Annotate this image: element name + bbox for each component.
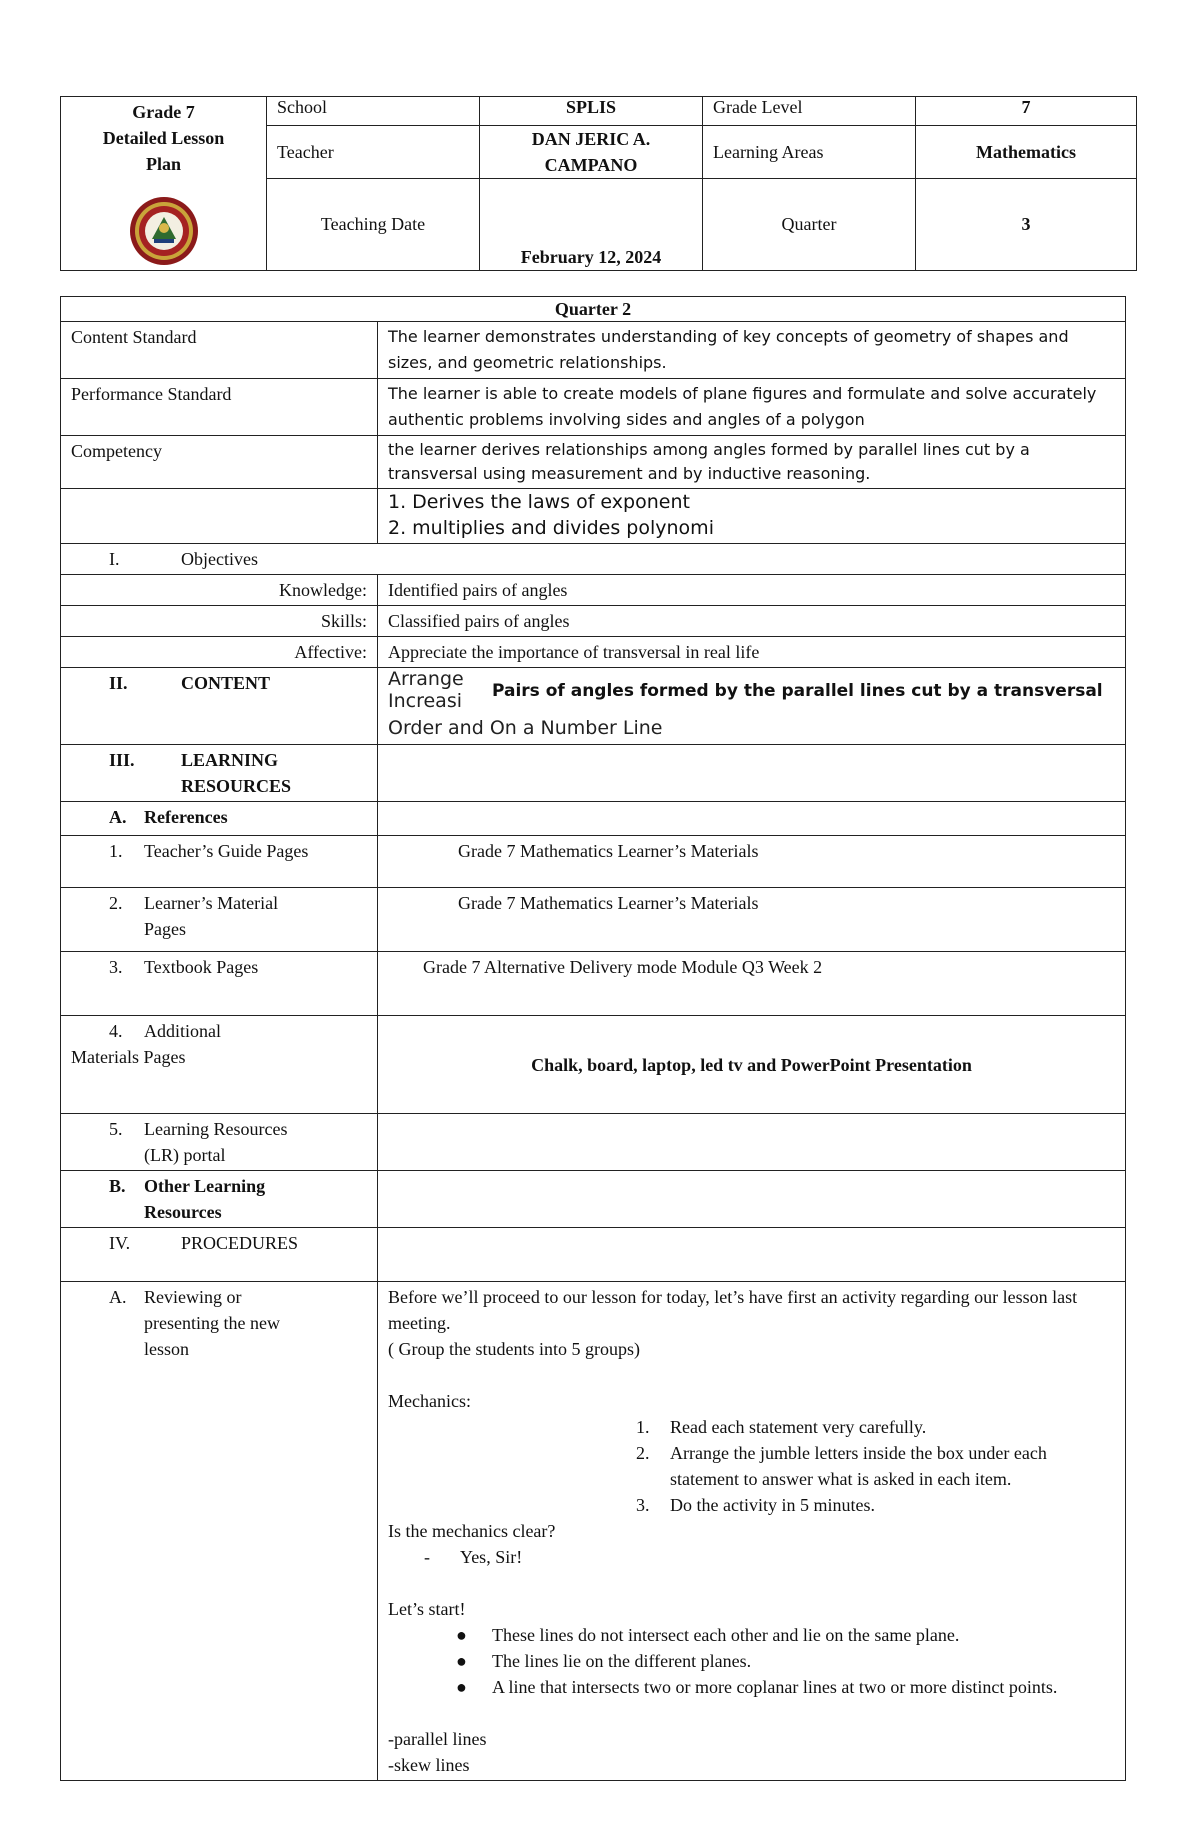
olr-label-line2: Resources xyxy=(144,1202,222,1222)
affective-label: Affective: xyxy=(61,637,378,668)
content-bg-line1: Arrange xyxy=(388,668,464,690)
knowledge-label: Knowledge: xyxy=(61,575,378,606)
reviewing-content xyxy=(378,1282,1126,1781)
teacher-label: Teacher xyxy=(267,126,480,179)
teaching-date-value: February 12, 2024 xyxy=(480,179,703,271)
teacher-name-line2: CAMPANO xyxy=(544,155,638,175)
mechanics-question: Is the mechanics clear? xyxy=(388,1521,556,1541)
plan-title-line2: Detailed Lesson xyxy=(102,128,225,148)
content-standard-label: Content Standard xyxy=(61,322,378,379)
competency-item: 2. multiplies and divides polynomi xyxy=(388,517,714,539)
plan-title-line1: Grade 7 xyxy=(132,102,195,122)
learning-resources-empty xyxy=(378,745,1126,802)
knowledge-text: Identified pairs of angles xyxy=(378,575,1126,606)
content-bg-line3: Order and On a Number Line xyxy=(388,717,663,739)
content-title: Pairs of angles formed by the parallel lines cut by a transversal xyxy=(488,678,1103,704)
tg-pages-label xyxy=(61,836,378,888)
teacher-value xyxy=(480,126,703,179)
lr-label-line1: Learning Resources xyxy=(144,1119,288,1139)
content-heading xyxy=(61,668,378,745)
learning-areas-value: Mathematics xyxy=(916,126,1137,179)
statement-item xyxy=(456,1648,1115,1674)
textbook-pages-text: Grade 7 Alternative Delivery mode Module Q3 Week 2 xyxy=(378,952,1126,1016)
lesson-plan-table xyxy=(60,296,1126,1781)
lm-number: 2. xyxy=(109,893,123,913)
school-seal-logo xyxy=(128,195,200,267)
answer-line: -parallel lines xyxy=(388,1729,487,1749)
learning-resources-heading xyxy=(61,745,378,802)
tg-label: Teacher’s Guide Pages xyxy=(144,841,309,861)
additional-materials-text: Chalk, board, laptop, led tv and PowerPoint Presentation xyxy=(378,1016,1126,1114)
reviewing-label xyxy=(61,1282,378,1781)
performance-standard-label: Performance Standard xyxy=(61,379,378,436)
mechanics-answer: Yes, Sir! xyxy=(460,1547,523,1567)
mechanics-item-text: Read each statement very carefully. xyxy=(670,1417,927,1437)
review-label-line3: lesson xyxy=(144,1339,189,1359)
lm-pages-label xyxy=(61,888,378,952)
plan-title-cell xyxy=(61,97,267,271)
references-empty xyxy=(378,802,1126,836)
tb-number: 3. xyxy=(109,957,123,977)
tg-pages-text: Grade 7 Mathematics Learner’s Materials xyxy=(378,836,1126,888)
review-number: A. xyxy=(109,1287,127,1307)
lr-portal-empty xyxy=(378,1114,1126,1171)
olr-label-line1: Other Learning xyxy=(144,1176,266,1196)
lm-pages-text: Grade 7 Mathematics Learner’s Materials xyxy=(378,888,1126,952)
quarter-label: Quarter xyxy=(703,179,916,271)
affective-text: Appreciate the importance of transversal in real life xyxy=(378,637,1126,668)
content-cell xyxy=(378,668,1126,745)
review-group: ( Group the students into 5 groups) xyxy=(388,1339,640,1359)
lets-start: Let’s start! xyxy=(388,1599,466,1619)
bullet-icon: ● xyxy=(456,1677,467,1697)
learning-resources-line1: LEARNING xyxy=(181,750,279,770)
learning-areas-label: Learning Areas xyxy=(703,126,916,179)
tg-number: 1. xyxy=(109,841,123,861)
objectives-label: Objectives xyxy=(181,549,258,569)
competency-text: the learner derives relationships among angles formed by parallel lines cut by a transversal using measurement and by inductive reasoning. xyxy=(378,436,1126,489)
mechanics-item-number: 2. xyxy=(636,1443,650,1463)
mechanics-label: Mechanics: xyxy=(388,1391,471,1411)
procedures-label: PROCEDURES xyxy=(181,1233,299,1253)
mechanics-list xyxy=(388,1414,1115,1518)
statement-text: These lines do not intersect each other and lie on the same plane. xyxy=(492,1625,960,1645)
teacher-name-line1: DAN JERIC A. xyxy=(531,129,651,149)
procedures-heading xyxy=(61,1228,378,1282)
answer-line: -skew lines xyxy=(388,1755,470,1775)
statements-list xyxy=(388,1622,1115,1700)
textbook-pages-label xyxy=(61,952,378,1016)
statement-text: The lines lie on the different planes. xyxy=(492,1651,752,1671)
lr-number: 5. xyxy=(109,1119,123,1139)
lr-label-line2: (LR) portal xyxy=(144,1145,226,1165)
additional-materials-label xyxy=(61,1016,378,1114)
bullet-icon: ● xyxy=(456,1625,467,1645)
content-label: CONTENT xyxy=(181,673,271,693)
lm-label-line2: Pages xyxy=(144,919,186,939)
mechanics-answer-row xyxy=(388,1544,1115,1570)
am-label-line1: Additional xyxy=(144,1021,221,1041)
other-resources-empty xyxy=(378,1171,1126,1228)
references-number: A. xyxy=(109,807,127,827)
competency-label: Competency xyxy=(61,436,378,489)
references-label: References xyxy=(144,807,228,827)
grade-level-label: Grade Level xyxy=(703,97,916,126)
am-label-line2: Materials Pages xyxy=(71,1047,186,1067)
statement-item xyxy=(456,1622,1115,1648)
mechanics-item xyxy=(636,1440,1115,1492)
school-value: SPLIS xyxy=(480,97,703,126)
mechanics-item-text: Do the activity in 5 minutes. xyxy=(670,1495,875,1515)
tb-label: Textbook Pages xyxy=(144,957,259,977)
header-table xyxy=(60,96,1137,271)
mechanics-item-text: Arrange the jumble letters inside the box under each statement to answer what is asked in each item. xyxy=(670,1443,1047,1489)
competency-blank-cell xyxy=(61,489,378,544)
quarter-heading: Quarter 2 xyxy=(61,297,1126,322)
am-number: 4. xyxy=(109,1021,123,1041)
other-resources-heading xyxy=(61,1171,378,1228)
learning-resources-line2: RESOURCES xyxy=(181,776,292,796)
mechanics-item xyxy=(636,1492,1115,1518)
references-heading xyxy=(61,802,378,836)
olr-number: B. xyxy=(109,1176,126,1196)
statement-text: A line that intersects two or more coplanar lines at two or more distinct points. xyxy=(492,1677,1058,1697)
answer-dash: - xyxy=(424,1547,430,1567)
mechanics-item-number: 3. xyxy=(636,1495,650,1515)
mechanics-item xyxy=(636,1414,1115,1440)
performance-standard-text: The learner is able to create models of plane figures and formulate and solve accurately authentic problems involving sides and angles of a polygon xyxy=(378,379,1126,436)
procedures-empty xyxy=(378,1228,1126,1282)
grade-level-value: 7 xyxy=(916,97,1137,126)
lm-label-line1: Learner’s Material xyxy=(144,893,279,913)
quarter-value: 3 xyxy=(916,179,1137,271)
review-label-line2: presenting the new xyxy=(144,1313,280,1333)
objectives-number: I. xyxy=(109,549,120,569)
bullet-icon: ● xyxy=(456,1651,467,1671)
content-standard-text: The learner demonstrates understanding of key concepts of geometry of shapes and sizes, and geometric relationships. xyxy=(378,322,1126,379)
lr-portal-label xyxy=(61,1114,378,1171)
content-number: II. xyxy=(109,673,128,693)
review-intro: Before we’ll proceed to our lesson for today, let’s have first an activity regarding our lesson last meeting. xyxy=(388,1287,1078,1333)
review-label-line1: Reviewing or xyxy=(144,1287,242,1307)
competency-item: 1. Derives the laws of exponent xyxy=(388,491,690,513)
skills-label: Skills: xyxy=(61,606,378,637)
mechanics-item-number: 1. xyxy=(636,1417,650,1437)
learning-resources-number: III. xyxy=(109,750,135,770)
teaching-date-label: Teaching Date xyxy=(267,179,480,271)
school-label: School xyxy=(267,97,480,126)
plan-title-line3: Plan xyxy=(145,154,181,174)
objectives-heading xyxy=(61,544,1126,575)
content-bg-line2: Increasi xyxy=(388,690,462,712)
procedures-number: IV. xyxy=(109,1233,131,1253)
skills-text: Classified pairs of angles xyxy=(378,606,1126,637)
competency-items xyxy=(378,489,1126,544)
statement-item xyxy=(456,1674,1115,1700)
